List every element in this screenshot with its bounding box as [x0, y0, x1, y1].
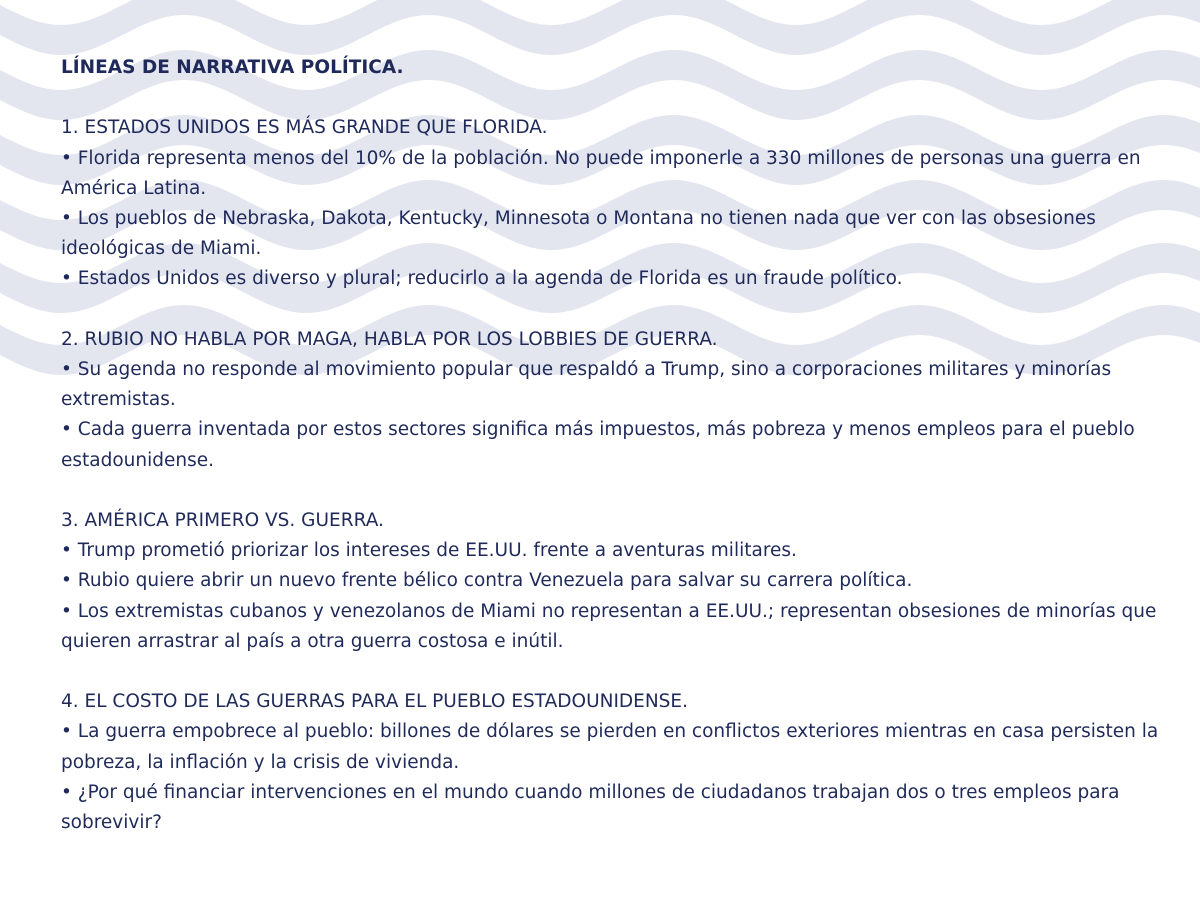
section-heading: 3. AMÉRICA PRIMERO VS. GUERRA.: [61, 510, 384, 531]
bullet-item: • Los extremistas cubanos y venezolanos de Miami no representan a EE.UU.; representan obsesiones de minorías que quieren arrastrar al país a otra guerra costosa e inútil.: [61, 600, 1157, 652]
bullet-item: • Los pueblos de Nebraska, Dakota, Kentucky, Minnesota o Montana no tienen nada que ver con las obsesiones ideológicas de Miami.: [61, 208, 1096, 260]
section-2: [61, 325, 1161, 476]
bullet-item: • ¿Por qué financiar intervenciones en el mundo cuando millones de ciudadanos trabajan dos o tres empleos para sobrevivir?: [61, 781, 1120, 834]
section-heading: 1. ESTADOS UNIDOS ES MÁS GRANDE QUE FLORIDA.: [61, 117, 548, 139]
bullet-item: • Su agenda no responde al movimiento popular que respaldó a Trump, sino a corporaciones militares y minorías extremistas.: [61, 359, 1112, 411]
wave-band: [0, 0, 1200, 55]
document-body: [61, 53, 1161, 838]
section-heading: 2. RUBIO NO HABLA POR MAGA, HABLA POR LOS LOBBIES DE GUERRA.: [61, 328, 718, 350]
document-title: LÍNEAS DE NARRATIVA POLÍTICA.: [61, 57, 404, 78]
section-1: [61, 113, 1161, 294]
bullet-item: • Florida representa menos del 10% de la población. No puede imponerle a 330 millones de personas una guerra en América Latina.: [61, 147, 1141, 199]
bullet-item: • Trump prometió priorizar los intereses de EE.UU. frente a aventuras militares.: [61, 540, 797, 562]
section-heading: 4. EL COSTO DE LAS GUERRAS PARA EL PUEBLO ESTADOUNIDENSE.: [61, 691, 688, 713]
bullet-item: • Cada guerra inventada por estos sectores significa más impuestos, más pobreza y menos empleos para el pueblo estadounidense.: [61, 419, 1135, 471]
bullet-item: • La guerra empobrece al pueblo: billones de dólares se pierden en conflictos exteriores mientras en casa persisten la pobreza, la inflación y la crisis de vivienda.: [61, 721, 1159, 773]
bullet-item: • Rubio quiere abrir un nuevo frente bélico contra Venezuela para salvar su carrera política.: [61, 570, 913, 592]
section-3: [61, 506, 1161, 657]
bullet-item: • Estados Unidos es diverso y plural; reducirlo a la agenda de Florida es un fraude político.: [61, 268, 903, 290]
section-4: [61, 687, 1161, 838]
